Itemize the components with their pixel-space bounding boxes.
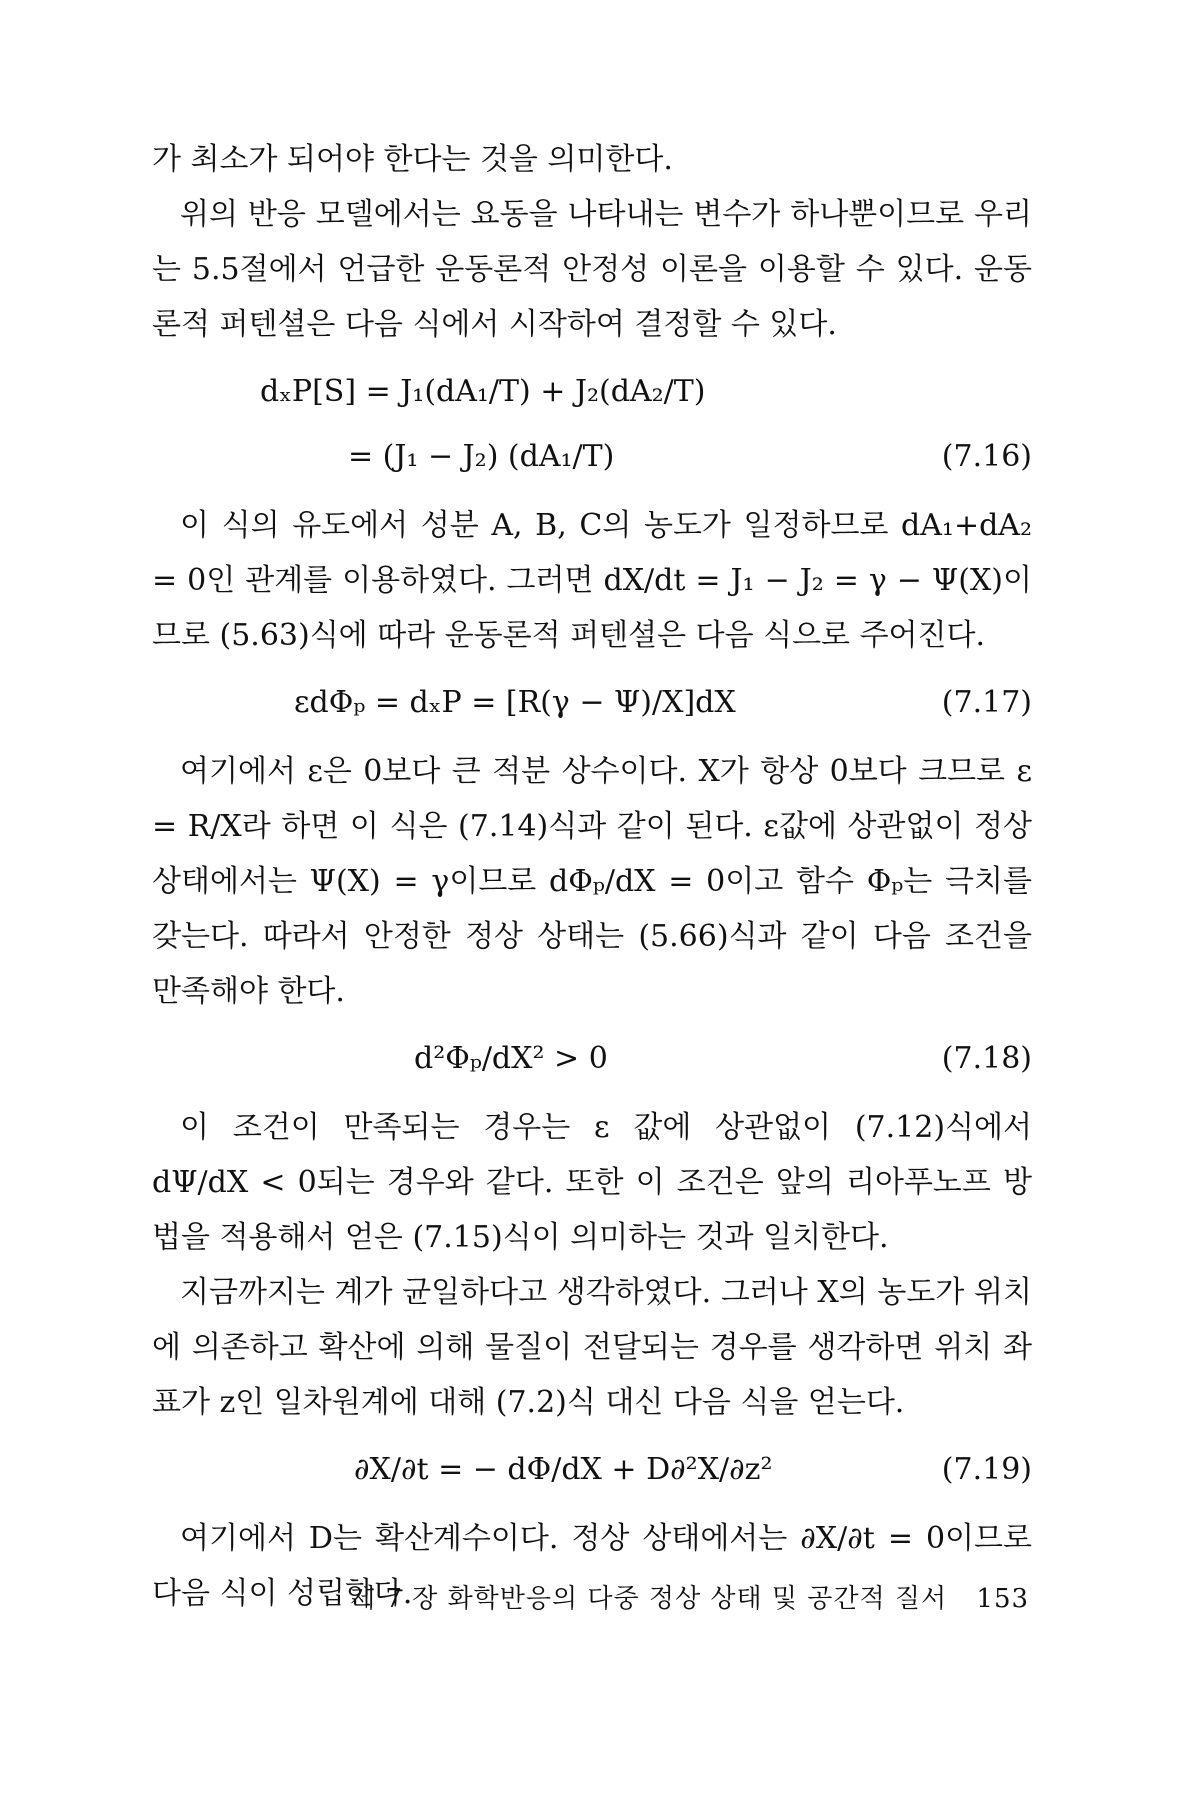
page-footer [350, 1578, 1029, 1615]
equation-7-18-expression: d²Φₚ/dX² > 0 [414, 1041, 608, 1076]
equation-7-17-expression: εdΦₚ = dₓP = [R(γ − Ψ)/X]dX [294, 685, 736, 720]
paragraph-4: 이 조건이 만족되는 경우는 ε 값에 상관없이 (7.12)식에서 dΨ/dX < 0되는 경우와 같다. 또한 이 조건은 앞의 리아푸노프 방법을 적용해서 얻은 (7.15)식이 의미하는 것과 일치한다. [152, 1110, 1032, 1255]
page-number: 153 [976, 1584, 1030, 1614]
page-body [152, 132, 1032, 1621]
equation-7-18-number: (7.18) [941, 1041, 1032, 1076]
text-line-intro: 가 최소가 되어야 한다는 것을 의미한다. [152, 142, 673, 177]
paragraph-1: 위의 반응 모델에서는 요동을 나타내는 변수가 하나뿐이므로 우리는 5.5절에서 언급한 운동론적 안정성 이론을 이용할 수 있다. 운동론적 퍼텐셜은 다음 식에서 시작하여 결정할 수 있다. [152, 197, 1032, 342]
equation-7-18 [152, 1031, 1032, 1086]
equation-7-16-number: (7.16) [941, 439, 1032, 474]
equation-7-16 [152, 364, 1032, 484]
running-footer-chapter: 제 7 장 화학반응의 다중 정상 상태 및 공간적 질서 [350, 1584, 948, 1614]
paragraph-3: 여기에서 ε은 0보다 큰 적분 상수이다. X가 항상 0보다 크므로 ε = R/X라 하면 이 식은 (7.14)식과 같이 된다. ε값에 상관없이 정상 상태에서는 Ψ(X) = γ이므로 dΦₚ/dX = 0이고 함수 Φₚ는 극치를 갖는다. 따라서 안정한 정상 상태는 (5.66)식과 같이 다음 조건을 만족해야 한다. [152, 754, 1032, 1009]
paragraph-2: 이 식의 유도에서 성분 A, B, C의 농도가 일정하므로 dA₁+dA₂ = 0인 관계를 이용하였다. 그러면 dX/dt = J₁ − J₂ = γ − Ψ(X)이므로 (5.63)식에 따라 운동론적 퍼텐셜은 다음 식으로 주어진다. [152, 508, 1032, 653]
equation-7-16-line-1: dₓP[S] = J₁(dA₁/T) + J₂(dA₂/T) [260, 374, 706, 409]
equation-7-17 [152, 675, 1032, 730]
equation-7-19-expression: ∂X/∂t = − dΦ/dX + D∂²X/∂z² [354, 1452, 773, 1487]
equation-7-19-number: (7.19) [941, 1452, 1032, 1487]
equation-7-19 [152, 1442, 1032, 1497]
paragraph-6: 여기에서 D는 확산계수이다. 정상 상태에서는 ∂X/∂t = 0이므로 다음 식이 성립한다. [152, 1521, 1032, 1611]
equation-7-17-number: (7.17) [941, 685, 1032, 720]
paragraph-5: 지금까지는 계가 균일하다고 생각하였다. 그러나 X의 농도가 위치에 의존하고 확산에 의해 물질이 전달되는 경우를 생각하면 위치 좌표가 z인 일차원계에 대해 (7.2)식 대신 다음 식을 얻는다. [152, 1275, 1032, 1420]
equation-7-16-line-2: = (J₁ − J₂) (dA₁/T) [348, 439, 615, 474]
